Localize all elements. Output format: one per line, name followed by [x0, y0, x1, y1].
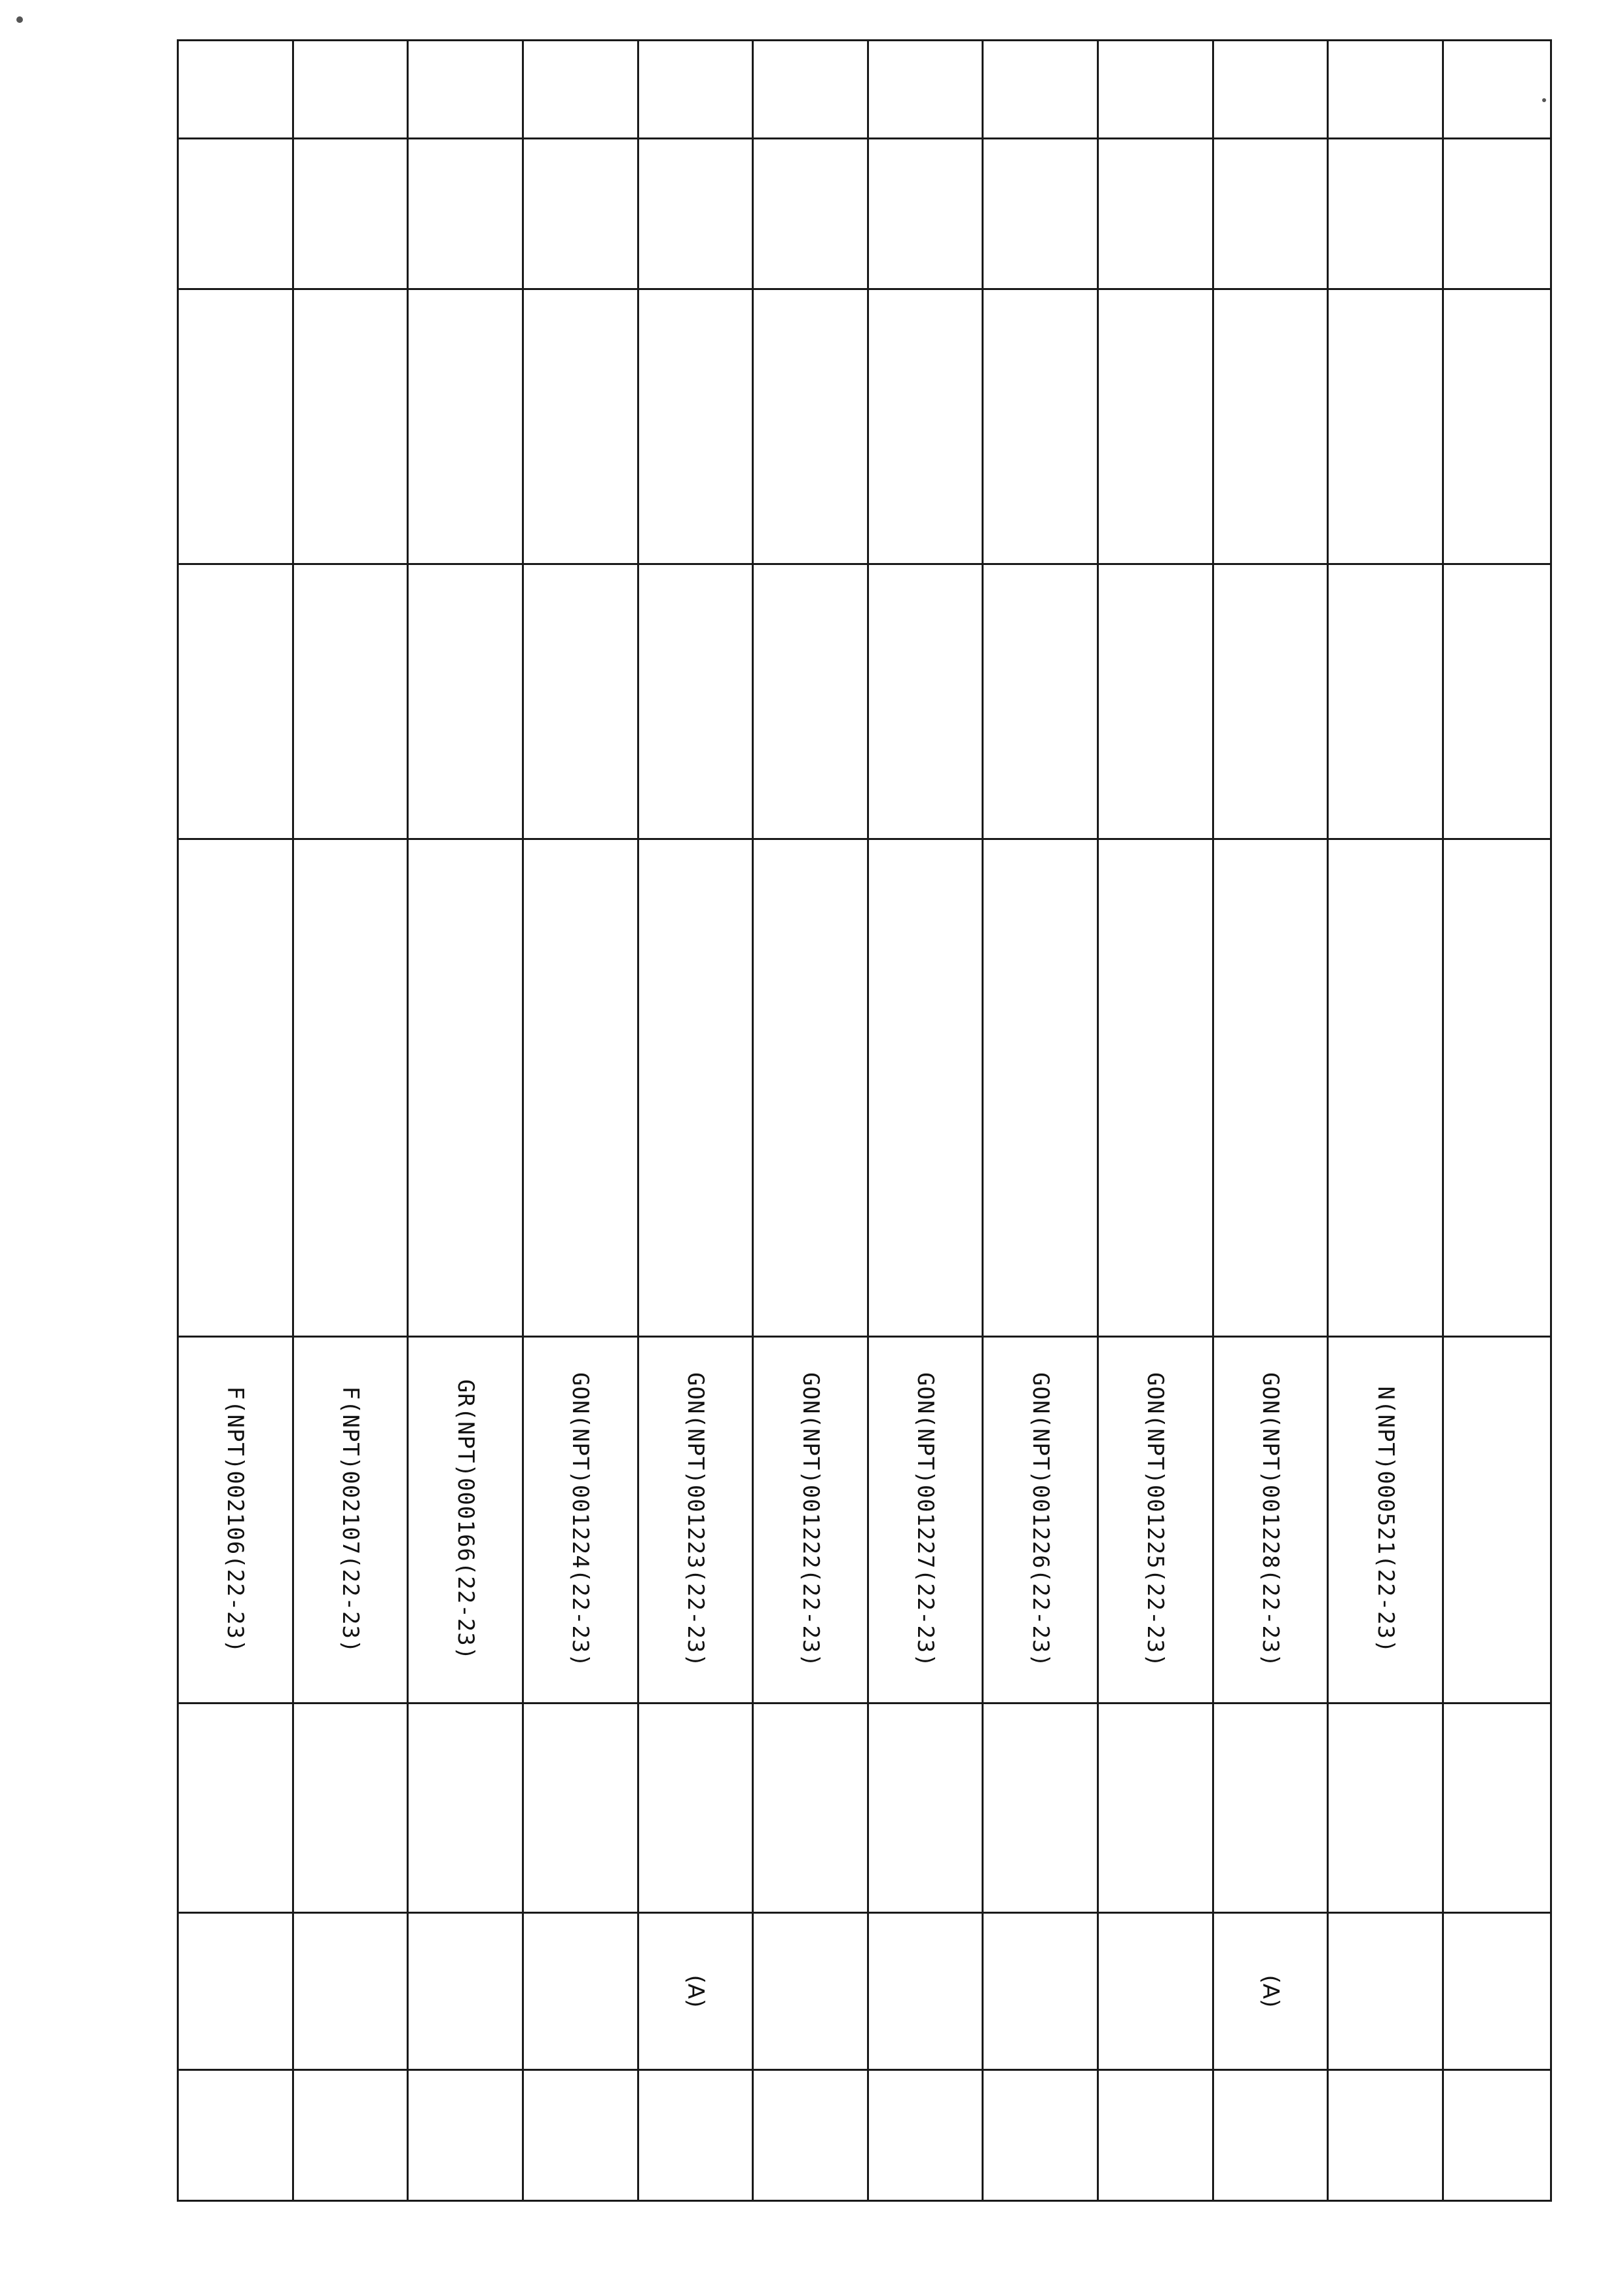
header-address — [1443, 839, 1551, 1337]
cell-reg-no: GON(NPT)001224(22-23) — [523, 1337, 638, 1704]
cell-no — [983, 41, 1098, 139]
header-remark — [1443, 2070, 1551, 2201]
cell-remark — [178, 2070, 293, 2201]
cell-name — [408, 289, 523, 564]
cell-category — [523, 1913, 638, 2070]
cell-address — [408, 839, 523, 1337]
scan-speck — [16, 16, 23, 23]
table-row — [293, 41, 408, 2201]
cell-reg-no: GON(NPT)001228(22-23) — [1213, 1337, 1328, 1704]
header-no — [1443, 41, 1551, 139]
cell-date — [1213, 139, 1328, 289]
cell-reg-no: GON(NPT)001225(22-23) — [1098, 1337, 1213, 1704]
cell-address — [753, 839, 868, 1337]
cell-category — [1098, 1913, 1213, 2070]
header-reg-no — [1443, 1337, 1551, 1704]
cell-address — [868, 839, 983, 1337]
registration-table — [177, 39, 1552, 2202]
cell-remark — [1328, 2070, 1443, 2201]
cell-category — [178, 1913, 293, 2070]
cell-remark — [638, 2070, 753, 2201]
cell-township — [408, 1704, 523, 1913]
cell-remark — [1098, 2070, 1213, 2201]
cell-township — [178, 1704, 293, 1913]
cell-no — [293, 41, 408, 139]
cell-father — [293, 564, 408, 839]
cell-date — [523, 139, 638, 289]
cell-township — [983, 1704, 1098, 1913]
table-row — [523, 41, 638, 2201]
cell-name — [983, 289, 1098, 564]
cell-no — [523, 41, 638, 139]
cell-date — [753, 139, 868, 289]
cell-name — [1098, 289, 1213, 564]
cell-father — [1098, 564, 1213, 839]
table-row — [983, 41, 1098, 2201]
cell-township — [293, 1704, 408, 1913]
cell-date — [1328, 139, 1443, 289]
cell-reg-no: GON(NPT)001222(22-23) — [753, 1337, 868, 1704]
cell-category — [408, 1913, 523, 2070]
cell-remark — [983, 2070, 1098, 2201]
cell-remark — [523, 2070, 638, 2201]
table-row — [868, 41, 983, 2201]
table-body — [178, 41, 1443, 2201]
cell-remark — [753, 2070, 868, 2201]
cell-father — [638, 564, 753, 839]
cell-township — [638, 1704, 753, 1913]
cell-name — [1328, 289, 1443, 564]
table-row — [1213, 41, 1328, 2201]
table-row — [753, 41, 868, 2201]
cell-father — [408, 564, 523, 839]
cell-father — [1328, 564, 1443, 839]
cell-name — [293, 289, 408, 564]
cell-father — [178, 564, 293, 839]
header-date — [1443, 139, 1551, 289]
cell-father — [753, 564, 868, 839]
cell-reg-no: GR(NPT)000166(22-23) — [408, 1337, 523, 1704]
cell-no — [178, 41, 293, 139]
cell-reg-no: F(NPT)002107(22-23) — [293, 1337, 408, 1704]
header-father — [1443, 564, 1551, 839]
cell-reg-no: GON(NPT)001226(22-23) — [983, 1337, 1098, 1704]
cell-remark — [1213, 2070, 1328, 2201]
table-header-row — [1443, 41, 1551, 2201]
table-row — [408, 41, 523, 2201]
cell-name — [178, 289, 293, 564]
cell-no — [868, 41, 983, 139]
cell-reg-no: N(NPT)000521(22-23) — [1328, 1337, 1443, 1704]
cell-address — [178, 839, 293, 1337]
cell-no — [1328, 41, 1443, 139]
cell-name — [1213, 289, 1328, 564]
cell-address — [1213, 839, 1328, 1337]
table-row — [1328, 41, 1443, 2201]
cell-remark — [868, 2070, 983, 2201]
cell-father — [523, 564, 638, 839]
cell-category: (A) — [1213, 1913, 1328, 2070]
cell-date — [983, 139, 1098, 289]
cell-date — [868, 139, 983, 289]
cell-township — [1098, 1704, 1213, 1913]
cell-no — [638, 41, 753, 139]
cell-reg-no: F(NPT)002106(22-23) — [178, 1337, 293, 1704]
cell-date — [178, 139, 293, 289]
header-name — [1443, 289, 1551, 564]
cell-category: (A) — [638, 1913, 753, 2070]
cell-father — [868, 564, 983, 839]
cell-township — [1328, 1704, 1443, 1913]
cell-no — [1213, 41, 1328, 139]
cell-no — [1098, 41, 1213, 139]
table-row — [178, 41, 293, 2201]
cell-category — [983, 1913, 1098, 2070]
cell-address — [638, 839, 753, 1337]
cell-date — [408, 139, 523, 289]
cell-address — [1098, 839, 1213, 1337]
cell-name — [638, 289, 753, 564]
cell-category — [1328, 1913, 1443, 2070]
cell-name — [523, 289, 638, 564]
header-category — [1443, 1913, 1551, 2070]
cell-remark — [408, 2070, 523, 2201]
cell-date — [293, 139, 408, 289]
cell-reg-no: GON(NPT)001227(22-23) — [868, 1337, 983, 1704]
cell-no — [753, 41, 868, 139]
cell-remark — [293, 2070, 408, 2201]
cell-township — [868, 1704, 983, 1913]
header-township — [1443, 1704, 1551, 1913]
table-row — [1098, 41, 1213, 2201]
cell-father — [1213, 564, 1328, 839]
cell-no — [408, 41, 523, 139]
table-row — [638, 41, 753, 2201]
cell-township — [523, 1704, 638, 1913]
cell-township — [753, 1704, 868, 1913]
cell-category — [868, 1913, 983, 2070]
cell-category — [753, 1913, 868, 2070]
cell-date — [1098, 139, 1213, 289]
cell-address — [293, 839, 408, 1337]
rotated-landscape-table — [151, 39, 1578, 2200]
cell-address — [523, 839, 638, 1337]
document-caption — [1565, 39, 1604, 2200]
cell-township — [1213, 1704, 1328, 1913]
cell-reg-no: GON(NPT)001223(22-23) — [638, 1337, 753, 1704]
cell-category — [293, 1913, 408, 2070]
cell-father — [983, 564, 1098, 839]
cell-address — [983, 839, 1098, 1337]
cell-date — [638, 139, 753, 289]
cell-address — [1328, 839, 1443, 1337]
cell-name — [868, 289, 983, 564]
cell-name — [753, 289, 868, 564]
